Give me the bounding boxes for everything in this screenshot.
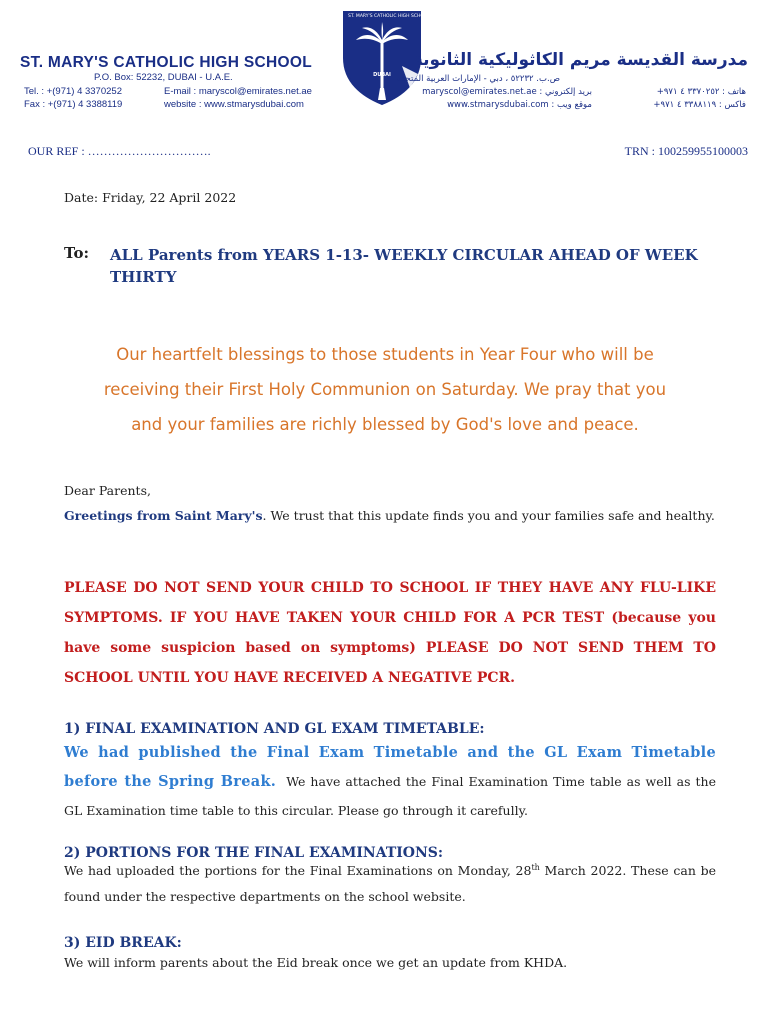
fax-en: Fax : +(971) 4 3388119 (24, 99, 123, 110)
blessing-message (50, 337, 720, 442)
po-box-ar: ص.ب. ٥٢٢٣٢ ، دبي - الإمارات العربية المتحدة (396, 74, 560, 84)
section-1-lead: We had published the Final Exam Timetable and the GL Exam Timetable before the Spring Break. (64, 744, 716, 790)
greeting-strong: Greetings from Saint Mary's (64, 508, 263, 523)
our-ref: OUR REF : …………………………. (28, 144, 211, 158)
crest-text: ST. MARY'S CATHOLIC HIGH SCHOOL (348, 14, 430, 19)
blessing-line: Our heartfelt blessings to those students in Year Four who will be (116, 345, 654, 364)
to-recipients: ALL Parents from YEARS 1-13- WEEKLY CIRCULAR AHEAD OF WEEK THIRTY (110, 246, 698, 286)
blessing-line: and your families are richly blessed by God's love and peace. (131, 415, 639, 434)
tel-en: Tel. : +(971) 4 3370252 (24, 86, 122, 97)
crest-shield-icon (340, 8, 430, 106)
section-2-sup: th (531, 862, 540, 872)
salutation: Dear Parents, (64, 483, 151, 498)
po-box-en: P.O. Box: 52232, DUBAI - U.A.E. (94, 72, 233, 83)
school-crest (340, 8, 430, 106)
email-ar: بريد إلكتروني : maryscol@emirates.net.ae (422, 87, 592, 97)
section-2-text-start: We had uploaded the portions for the Final Examinations on Monday, 28 (64, 863, 532, 878)
greeting-rest: . We trust that this update finds you and your families safe and healthy. (262, 508, 715, 523)
crest-city: DUBAI (373, 72, 391, 78)
greeting-paragraph (64, 503, 716, 529)
section-2-text-end: March 2022. These can be found under the respective departments on the school website. (64, 863, 716, 904)
letter-date: Date: Friday, 22 April 2022 (64, 190, 237, 205)
section-2-heading: 2) PORTIONS FOR THE FINAL EXAMINATIONS: (64, 845, 444, 861)
website-ar: موقع ويب : www.stmarysdubai.com (447, 100, 592, 110)
flu-warning: PLEASE DO NOT SEND YOUR CHILD TO SCHOOL IF THEY HAVE ANY FLU-LIKE SYMPTOMS. IF YOU HAVE TAKEN YOUR CHILD FOR A PCR TEST (because you have some suspicion based on symptoms) PLEASE DO NOT SEND THEM TO SCHOOL UNTIL YOU HAVE RECEIVED A NEGATIVE PCR. (64, 580, 716, 686)
tel-ar: هاتف : ٣٣٧٠٢٥٢ ٤ ٩٧١+ (656, 87, 746, 97)
trn-number: TRN : 100259955100003 (624, 144, 748, 158)
website-en: website : www.stmarysdubai.com (164, 99, 304, 110)
section-2-body (64, 858, 716, 910)
section-1-heading: 1) FINAL EXAMINATION AND GL EXAM TIMETABLE: (64, 721, 485, 737)
email-en: E-mail : maryscol@emirates.net.ae (164, 86, 312, 97)
school-name-ar: مدرسة القديسة مريم الكاثوليكية الثانوية (412, 50, 748, 70)
school-name-en: ST. MARY'S CATHOLIC HIGH SCHOOL (20, 54, 312, 71)
section-1-text: We have attached the Final Examination Time table as well as the GL Examination time table to this circular. Please go through it carefully. (64, 774, 716, 818)
blessing-line: receiving their First Holy Communion on Saturday. We pray that you (103, 380, 667, 399)
to-label: To: (64, 244, 89, 262)
section-3-heading: 3) EID BREAK: (64, 935, 182, 951)
section-1-body (64, 738, 716, 825)
fax-ar: فاكس : ٣٣٨٨١١٩ ٤ ٩٧١+ (653, 100, 746, 110)
section-3-body: We will inform parents about the Eid break once we get an update from KHDA. (64, 955, 568, 970)
